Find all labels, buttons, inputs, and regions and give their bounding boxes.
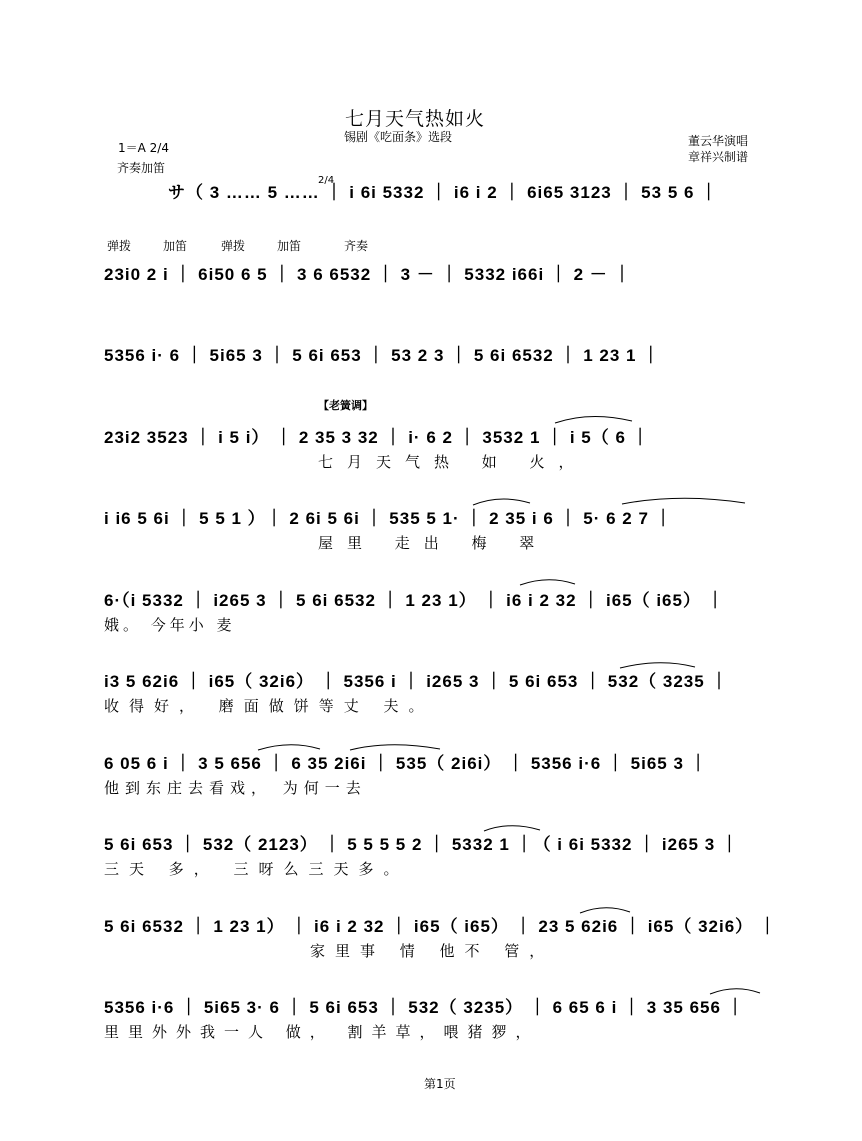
score-row-9: 5 6i 653 ｜ 532（ 2123） ｜ 5 5 5 5 2 ｜ 5332 1 ｜（ i 6i 5332 ｜ i265 3 ｜ bbox=[104, 835, 739, 854]
mark-plucked: 弹拨 bbox=[107, 239, 132, 253]
score-row-1: サ（ 3 …… 5 …… ｜ i 6i 5332 ｜ i6 i 2 ｜ 6i65 3123 ｜ 53 5 6 ｜ bbox=[168, 183, 719, 202]
mark-flute: 加笛 bbox=[277, 239, 302, 253]
lyrics-row-6: 娥。 今年小 麦 bbox=[104, 616, 236, 634]
score-row-3: 5356 i· 6 ｜ 5i65 3 ｜ 5 6i 653 ｜ 53 2 3 ｜ 5 6i 6532 ｜ 1 23 1 ｜ bbox=[104, 346, 661, 365]
page-number: 第1页 bbox=[424, 1077, 456, 1091]
lyrics-row-11: 里里外外我一人 做， 割羊草，喂猪猡， bbox=[104, 1023, 540, 1041]
score-row-4: 23i2 3523 ｜ i 5 i） ｜ 2 35 3 32 ｜ i· 6 2 ｜ 3532 1 ｜ i 5（ 6 ｜ bbox=[104, 428, 650, 447]
time-signature: 2/4 bbox=[318, 175, 335, 186]
score-row-2: 23i0 2 i ｜ 6i50 6 5 ｜ 3 6 6532 ｜ 3 － ｜ 5332 i66i ｜ 2 － ｜ bbox=[104, 265, 632, 284]
score-row-10: 5 6i 6532 ｜ 1 23 1） ｜ i6 i 2 32 ｜ i65（ i65） ｜ 23 5 62i6 ｜ i65（ 32i6） ｜ bbox=[104, 917, 777, 936]
lyrics-row-8: 他到东庄去看戏， 为何一去 bbox=[104, 779, 367, 797]
tune-tag: 【老簧调】 bbox=[318, 399, 373, 412]
score-row-6: 6·（i 5332 ｜ i265 3 ｜ 5 6i 6532 ｜ 1 23 1） ｜ i6 i 2 32 ｜ i65（ i65） ｜ bbox=[104, 591, 725, 610]
score-row-7: i3 5 62i6 ｜ i65（ 32i6） ｜ 5356 i ｜ i265 3 ｜ 5 6i 653 ｜ 532（ 3235 ｜ bbox=[104, 672, 729, 691]
song-title: 七月天气热如火 bbox=[345, 108, 486, 130]
score-row-11: 5356 i·6 ｜ 5i65 3· 6 ｜ 5 6i 653 ｜ 532（ 3235） ｜ 6 65 6 i ｜ 3 35 656 ｜ bbox=[104, 998, 745, 1017]
mark-unison: 齐奏 bbox=[344, 239, 369, 253]
score-row-5: i i6 5 6i ｜ 5 5 1 ）｜ 2 6i 5 6i ｜ 535 5 1· ｜ 2 35 i 6 ｜ 5· 6 2 7 ｜ bbox=[104, 509, 673, 528]
song-subtitle: 锡剧《吃面条》选段 bbox=[344, 130, 453, 144]
mark-accompaniment-flute: 齐奏加笛 bbox=[117, 161, 166, 175]
score-row-8: 6 05 6 i ｜ 3 5 656 ｜ 6 35 2i6i ｜ 535（ 2i6i） ｜ 5356 i·6 ｜ 5i65 3 ｜ bbox=[104, 754, 708, 773]
lyrics-row-9: 三天 多， 三呀么三天多。 bbox=[104, 860, 409, 878]
lyrics-row-7: 收得好， 磨面做饼等丈 夫。 bbox=[104, 697, 434, 715]
transcriber-credit: 章祥兴制谱 bbox=[688, 150, 749, 164]
lyrics-row-5: 屋里 走出 梅 翠 bbox=[318, 534, 549, 552]
mark-flute: 加笛 bbox=[163, 239, 188, 253]
performer-credit: 董云华演唱 bbox=[688, 134, 749, 148]
lyrics-row-4: 七月天气热 如 火， bbox=[318, 453, 588, 471]
mark-plucked: 弹拨 bbox=[221, 239, 246, 253]
key-meter: 1＝A 2/4 bbox=[118, 141, 169, 155]
slur-mark bbox=[520, 580, 575, 585]
lyrics-row-10: 家里事 情 他不 管， bbox=[310, 942, 555, 960]
